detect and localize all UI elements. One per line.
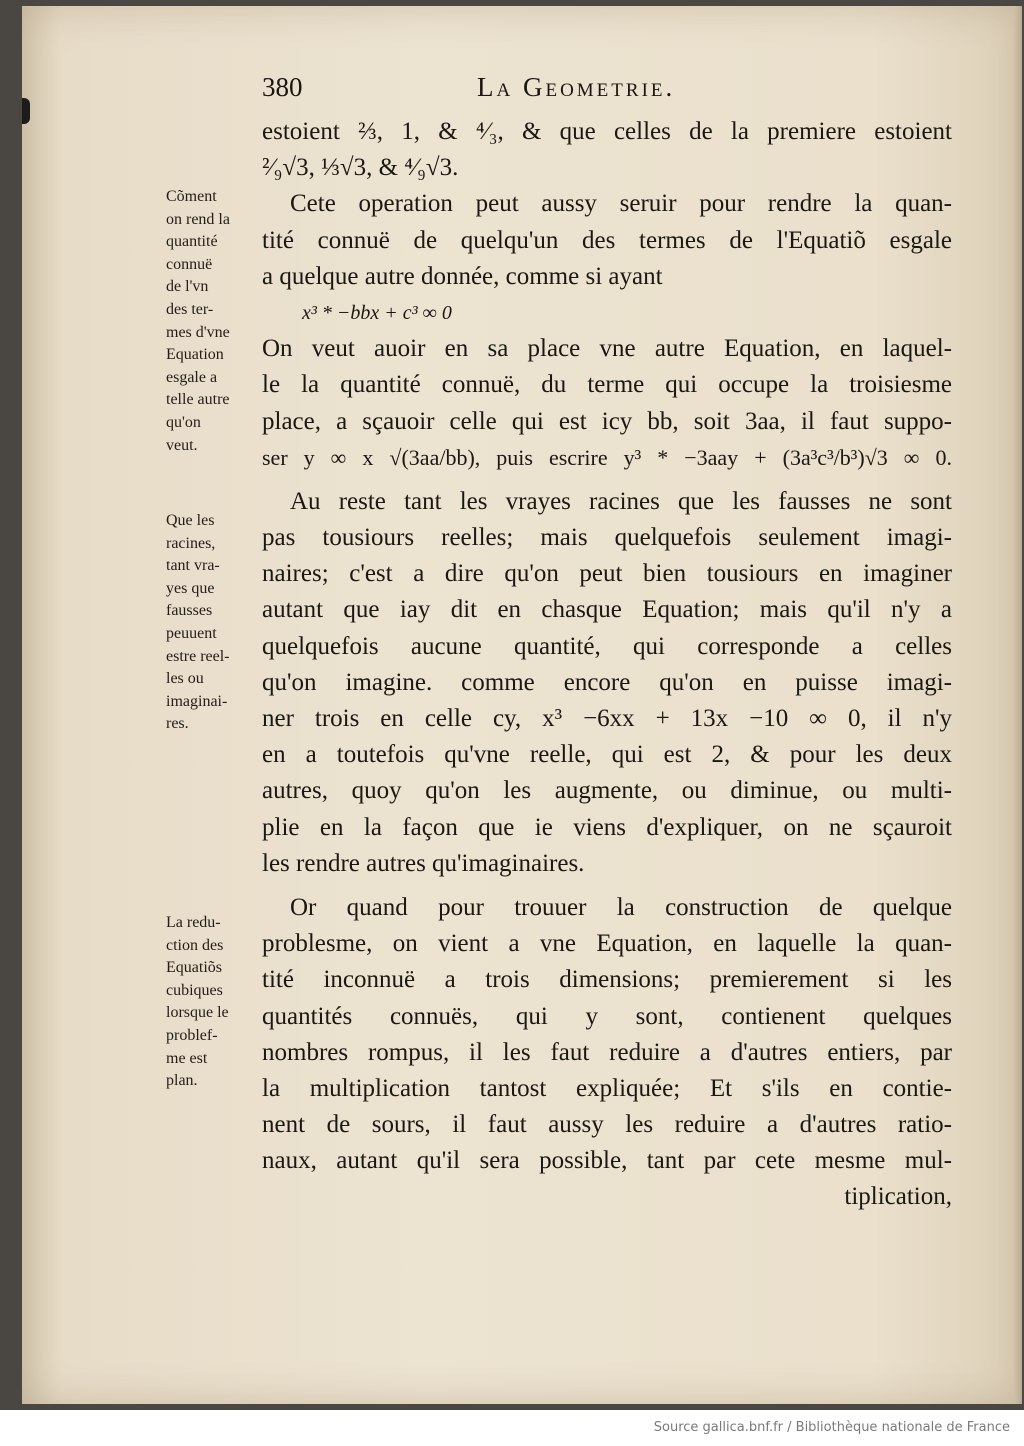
text-line: Cete operation peut aussy seruir pour rendre la quan- — [290, 190, 952, 218]
text-line: naux, autant qu'il sera possible, tant par cete mesme mul- — [262, 1147, 952, 1175]
note-line: yes que — [166, 579, 215, 597]
text-line: Au reste tant les vrayes racines que les fausses ne sont — [290, 487, 952, 515]
text-line: naires; c'est a dire qu'on peut bien tousiours en imaginer — [262, 560, 952, 588]
note-line: racines, — [166, 534, 216, 552]
text-line: autres, quoy qu'on les augmente, ou diminue, ou multi- — [262, 777, 952, 805]
margin-note-2 — [166, 510, 262, 736]
text-line: nombres rompus, il les faut reduire a d'autres entiers, par — [262, 1038, 952, 1066]
note-line: connuë — [166, 255, 213, 273]
text-line: quantités connuës, qui y sont, contienent quelques — [262, 1002, 952, 1030]
text-line: en a toutefois qu'vne reelle, qui est 2, & pour les deux — [262, 741, 952, 769]
note-line: de l'vn — [166, 278, 209, 296]
note-line: veut. — [166, 436, 198, 454]
text-line: a quelque autre donnée, comme si ayant — [262, 262, 663, 290]
note-line: quantité — [166, 233, 218, 251]
note-line: fausses — [166, 602, 213, 620]
text-line: le la quantité connuë, du terme qui occupe la troisiesme — [262, 371, 952, 399]
note-line: Equation — [166, 346, 224, 364]
text-line: les rendre autres qu'imaginaires. — [262, 849, 585, 877]
note-line: lorsque le — [166, 1004, 229, 1022]
running-title: La Geometrie. — [477, 72, 676, 102]
equation-line: x³ * −bbx + c³ ∞ 0 — [302, 301, 452, 324]
text-line: ²⁄₉√3, ⅓√3, & ⁴⁄₉√3. — [262, 154, 459, 182]
text-line: place, a sçauoir celle qui est icy bb, soit 3aa, il faut suppo- — [262, 407, 952, 435]
margin-note-3 — [166, 912, 262, 1093]
note-line: estre reel- — [166, 647, 230, 665]
note-line: telle autre — [166, 391, 230, 409]
note-line: tant vra- — [166, 557, 220, 575]
text-line: nent de sours, il faut aussy les reduire a d'autres ratio- — [262, 1111, 952, 1139]
text-line: Or quand pour trouuer la construction de quelque — [290, 893, 952, 921]
page-header — [262, 72, 982, 108]
note-line: on rend la — [166, 210, 230, 228]
note-line: Que les — [166, 512, 215, 529]
page-number: 380 — [262, 72, 303, 102]
note-line: plan. — [166, 1072, 198, 1090]
text-line: autant que iay dit en chasque Equation; mais qu'il n'y a — [262, 596, 952, 624]
note-line: qu'on — [166, 413, 201, 431]
note-line: me est — [166, 1049, 208, 1067]
note-line: La redu- — [166, 914, 221, 931]
note-line: les ou — [166, 670, 204, 688]
text-line: On veut auoir en sa place vne autre Equation, en laquel- — [262, 335, 952, 363]
text-line: problesme, on vient a vne Equation, en laquelle la quan- — [262, 930, 952, 958]
text-line: quelquefois aucune quantité, qui corresponde a celles — [262, 632, 952, 660]
note-line: peuuent — [166, 624, 217, 642]
text-line: estoient ⅔, 1, & ⁴⁄₃, & que celles de la premiere estoient — [262, 118, 952, 145]
text-line: tité inconnuë a trois dimensions; premierement si les — [262, 966, 952, 994]
text-line: plie en la façon que ie viens d'expliquer, on ne sçauroit — [262, 813, 952, 841]
page-edge — [1014, 6, 1022, 1404]
note-line: problef- — [166, 1026, 218, 1044]
note-line: ction des — [166, 936, 224, 954]
source-credit: Source gallica.bnf.fr / Bibliothèque nationale de France — [653, 1420, 1010, 1435]
note-line: des ter- — [166, 300, 214, 318]
note-line: esgale a — [166, 368, 218, 386]
text-line: qu'on imagine. comme encore qu'on en puisse imagi- — [262, 668, 952, 696]
binding-hole — [22, 98, 30, 124]
margin-note-1 — [166, 186, 262, 457]
note-line: res. — [166, 715, 189, 733]
note-line: mes d'vne — [166, 323, 230, 341]
note-line: cubiques — [166, 981, 223, 999]
text-line: pas tousiours reelles; mais quelquefois seulement imagi- — [262, 524, 952, 552]
text-line: ner trois en celle cy, x³ −6xx + 13x −10 ∞ 0, il n'y — [262, 705, 952, 732]
note-line: imaginai- — [166, 692, 228, 710]
main-text — [262, 114, 952, 1216]
note-line: Equatiõs — [166, 959, 222, 977]
text-line: tiplication, — [844, 1183, 952, 1211]
note-line: Cõment — [166, 188, 217, 205]
text-line: la multiplication tantost expliquée; Et s'ils en contie- — [262, 1074, 952, 1102]
equation-line: ser y ∞ x √(3aa/bb), puis escrire y³ * −3aay + (3a³c³/b³)√3 ∞ 0. — [262, 444, 952, 470]
text-line: tité connuë de quelqu'un des termes de l'Equatiõ esgale — [262, 226, 952, 254]
